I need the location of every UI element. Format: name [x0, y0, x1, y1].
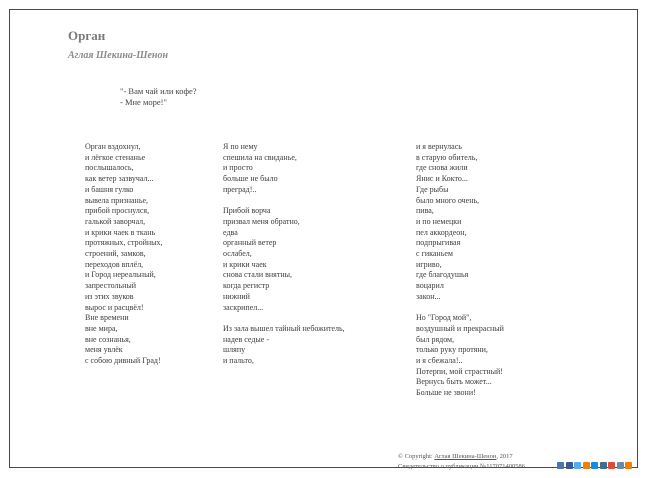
poem-line: из этих звуков — [85, 291, 134, 301]
poem-line: пива, — [416, 206, 434, 216]
poem-column-3 — [416, 142, 504, 399]
poem-line: Вне времени — [85, 313, 129, 323]
livejournal-icon[interactable] — [600, 462, 607, 469]
poem-line: и по немецки — [416, 216, 462, 226]
poem-line: преград!.. — [223, 184, 257, 194]
poem-line: Из зала вышел тайный небожитель, — [223, 323, 345, 333]
stanza-break — [416, 303, 504, 314]
poem-line: вывела признанье, — [85, 195, 149, 205]
poem-line: воздушный и прекрасный — [416, 323, 504, 333]
poem-line: вне сознанья, — [85, 334, 131, 344]
poem-author: Аглая Шекина-Шенон — [68, 50, 169, 61]
poem-line: переходов вплёл, — [85, 259, 144, 269]
poem-line: и лёгкое стенанье — [85, 152, 146, 162]
stanza-break — [223, 196, 345, 207]
poem-line: вырос и расцвёл! — [85, 302, 144, 312]
poem-line: и башня гулко — [85, 184, 134, 194]
copyright-prefix: © Copyright: — [398, 453, 435, 460]
poem-line: запрестольный — [85, 281, 137, 291]
poem-line: только руку протяни, — [416, 345, 488, 355]
poem-title: Орган — [68, 28, 106, 43]
poem-line: меня увлёк — [85, 345, 123, 355]
poem-column-1 — [85, 142, 163, 367]
poem-line: пел аккордеон, — [416, 227, 467, 237]
poem-line: шляпу — [223, 345, 246, 355]
poem-line: вне мира, — [85, 323, 118, 333]
poem-line: когда регистр — [223, 281, 270, 291]
poem-line: с гиканьем — [416, 249, 453, 259]
poem-column-2 — [223, 142, 345, 367]
poem-line: Потерпи, мой страстный! — [416, 366, 503, 376]
poem-line: Но "Город мой", — [416, 313, 472, 323]
poem-line: и Город нереальный, — [85, 270, 156, 280]
poem-line: был рядом, — [416, 334, 455, 344]
poem-line: заскрипел... — [223, 302, 264, 312]
poem-line: воцарил — [416, 281, 444, 291]
poem-line: надев седые - — [223, 334, 269, 344]
poem-line: с собою дивный Град! — [85, 356, 161, 366]
poem-line: протяжных, стройных, — [85, 238, 163, 248]
poem-line: Вернусь быть может... — [416, 377, 492, 387]
blogger-icon[interactable] — [625, 462, 632, 469]
publication-certificate: Свидетельство о публикации №117071400586 — [398, 463, 525, 470]
poem-line: и просто — [223, 163, 253, 173]
poem-line: Янис и Кокто... — [416, 174, 468, 184]
epigraph — [120, 86, 197, 108]
poem-line: было много очень, — [416, 195, 480, 205]
poem-line: призвал меня обратно, — [223, 216, 300, 226]
facebook-icon[interactable] — [566, 462, 573, 469]
poem-line: Где рыбы — [416, 184, 449, 194]
copyright-year: , 2017 — [496, 453, 513, 460]
poem-line: Я по нему — [223, 142, 258, 151]
poem-line: подпрыгивая — [416, 238, 461, 248]
poem-line: Орган вздохнул, — [85, 142, 141, 151]
poem-line: и я сбежала!.. — [416, 356, 463, 366]
mailru-icon[interactable] — [591, 462, 598, 469]
twitter-icon[interactable] — [574, 462, 581, 469]
poem-line: где снова жили — [416, 163, 468, 173]
poem-line: игриво, — [416, 259, 442, 269]
poem-line: спешила на свиданье, — [223, 152, 297, 162]
poem-line: прибой проснулся, — [85, 206, 150, 216]
footer — [398, 452, 525, 472]
vk-icon[interactable] — [557, 462, 564, 469]
poem-line: как ветер зазвучал... — [85, 174, 154, 184]
poem-line: и я вернулась — [416, 142, 462, 151]
author-link[interactable]: Аглая Шекина-Шенон — [434, 453, 497, 460]
stanza-break — [223, 313, 345, 324]
poem-line: органный ветер — [223, 238, 277, 248]
google-plus-icon[interactable] — [608, 462, 615, 469]
poem-line: Больше не звони! — [416, 388, 476, 398]
poem-line: послышалось, — [85, 163, 134, 173]
poem-line: галькой заворчал, — [85, 216, 146, 226]
poem-line: снова стали внятны, — [223, 270, 292, 280]
odnoklassniki-icon[interactable] — [583, 462, 590, 469]
social-share-bar — [557, 462, 632, 469]
poem-line: ослабел, — [223, 249, 252, 259]
page-frame — [9, 9, 638, 468]
poem-line: едва — [223, 227, 238, 237]
poem-line: Прибой ворча — [223, 206, 271, 216]
epigraph-line: "- Вам чай или кофе? — [120, 86, 197, 96]
poem-line: и крики чаек в ткань — [85, 227, 156, 237]
poem-line: нижний — [223, 291, 250, 301]
poem-line: в старую обитель, — [416, 152, 478, 162]
poem-line: закон... — [416, 291, 441, 301]
poem-line: где благодушья — [416, 270, 469, 280]
epigraph-line: - Мне море!" — [120, 97, 167, 107]
poem-line: больше не было — [223, 174, 278, 184]
poem-line: и пальто, — [223, 356, 254, 366]
pencil-icon[interactable] — [617, 462, 624, 469]
poem-line: строений, замков, — [85, 249, 146, 259]
copyright-line — [398, 452, 525, 462]
poem-line: и крики чаек — [223, 259, 267, 269]
